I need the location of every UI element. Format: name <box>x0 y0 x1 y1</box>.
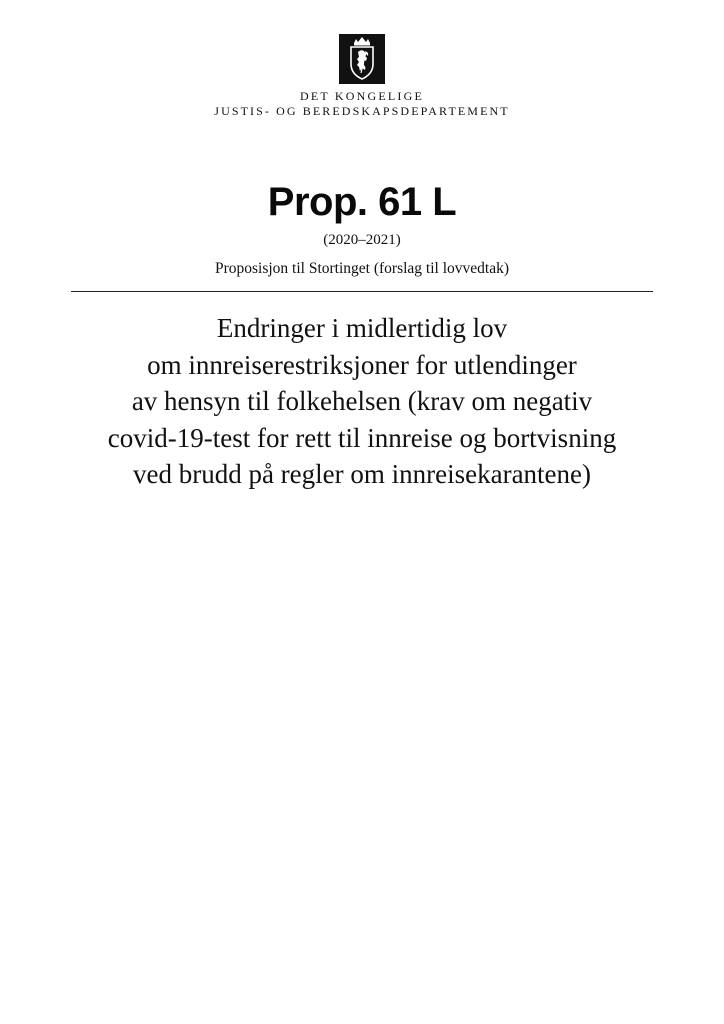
title-line: av hensyn til folkehelsen (krav om negativ <box>131 386 593 416</box>
department-name-line-1: DET KONGELIGE <box>299 89 425 103</box>
title-line: covid-19-test for rett til innreise og bortvisning <box>107 422 617 453</box>
proposition-number: Prop. 61 L <box>267 180 457 224</box>
title-line: om innreiserestriksjoner for utlendinger <box>147 349 577 380</box>
title-line: ved brudd på regler om innreisekarantene) <box>132 459 592 489</box>
document-title <box>30 310 694 493</box>
session-years: (2020–2021) <box>323 232 401 248</box>
department-name-line-2: JUSTIS- OG BEREDSKAPSDEPARTEMENT <box>214 104 510 118</box>
norwegian-coat-of-arms-icon <box>339 34 385 84</box>
title-line: Endringer i midlertidig lov <box>216 313 508 343</box>
document-type: Proposisjon til Stortinget (forslag til lovvedtak) <box>214 260 510 277</box>
divider <box>71 291 653 292</box>
